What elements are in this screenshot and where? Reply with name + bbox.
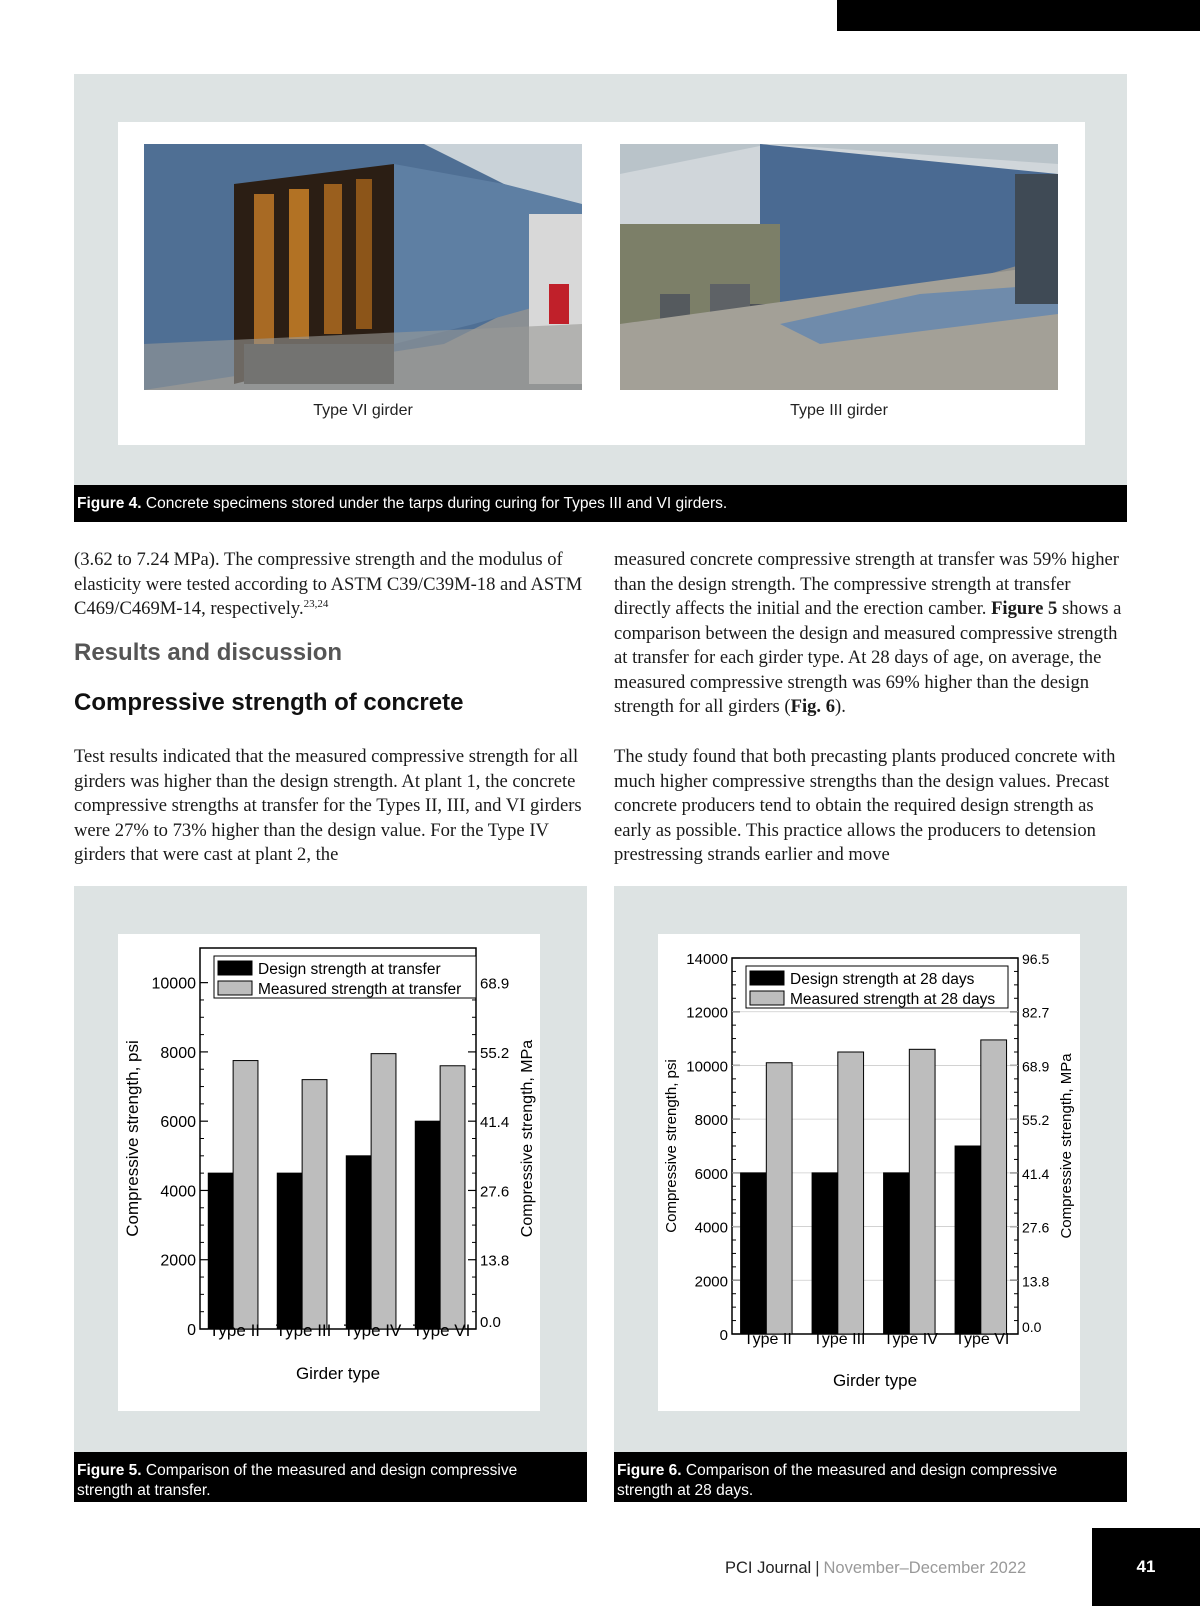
y2-tick-label: 55.2 [480, 1044, 510, 1062]
right-para1-c: ). [835, 696, 846, 717]
y-tick-label: 4000 [160, 1183, 196, 1201]
figure-4-inner [118, 122, 1085, 445]
figure-5-chart-area [118, 934, 540, 1411]
y-tick-label: 4000 [694, 1219, 728, 1237]
right-para1-a: measured concrete compressive strength at transfer was 59% higher than the design strength. The compressive strength at transfer directly affects the initial and the erection camber. [614, 549, 1119, 619]
x-category-label: Type IV [343, 1321, 402, 1340]
photo-type-vi-girder [144, 144, 582, 390]
y-tick-label: 0 [187, 1322, 196, 1339]
figure-6-chart [658, 934, 1080, 1411]
y-tick-label: 10000 [151, 975, 196, 993]
journal-name: PCI Journal [725, 1559, 812, 1577]
y-tick-label: 8000 [160, 1044, 196, 1062]
page-footer [725, 1559, 1026, 1578]
figure-6-caption-text: Comparison of the measured and design compressive strength at 28 days. [617, 1462, 1058, 1499]
page-number: 41 [1092, 1528, 1200, 1606]
x-axis-label: Girder type [295, 1364, 381, 1383]
figure-4-caption-text: Concrete specimens stored under the tarps during curing for Types III and VI girders. [141, 495, 728, 512]
bar-type-iv-design [346, 1156, 371, 1329]
bar-type-vi-measured [440, 1066, 465, 1329]
bar-type-iv-design [884, 1173, 910, 1334]
x-category-label: Type II [743, 1331, 792, 1348]
figure-6-ref: Fig. 6 [790, 696, 836, 717]
figure-5-chart [118, 934, 540, 1411]
figure-5-caption [74, 1452, 587, 1502]
figure-4-label: Figure 4. [77, 495, 142, 512]
x-category-label: Type VI [412, 1321, 471, 1340]
y2-tick-label: 41.4 [480, 1114, 510, 1132]
bar-type-ii-design [741, 1173, 767, 1334]
legend-swatch [750, 971, 784, 985]
legend-label: Design strength at transfer [258, 961, 441, 978]
left-para1-text: (3.62 to 7.24 MPa). The compressive strength and the modulus of elasticity were tested according to ASTM C39/C39M-18 and ASTM C469/C469M-14, respectively. [74, 549, 583, 619]
figure-4-panel [74, 74, 1127, 485]
y2-tick-label: 27.6 [1022, 1219, 1050, 1236]
bar-type-iii-design [812, 1173, 838, 1334]
y-tick-label: 8000 [694, 1112, 728, 1130]
y-tick-label: 2000 [160, 1252, 196, 1270]
x-category-label: Type III [275, 1321, 332, 1340]
right-para2-text: The study found that both precasting plants produced concrete with much higher compressive strengths than the design values. Precast concrete producers tend to obtain the required design strength as early as possible. This practice allows the producers to detension prestressing strands earlier and move [614, 746, 1116, 865]
y-tick-label: 12000 [686, 1004, 728, 1022]
top-black-bar [837, 0, 1200, 31]
y-axis-label: Compressive strength, psi [663, 1059, 680, 1233]
bar-type-iii-measured [838, 1052, 864, 1334]
bar-type-ii-measured [233, 1061, 258, 1329]
bar-type-iii-design [277, 1173, 302, 1329]
legend-label: Design strength at 28 days [790, 971, 975, 988]
figure-5-caption-text: Comparison of the measured and design compressive strength at transfer. [77, 1462, 518, 1499]
x-axis-label: Girder type [832, 1371, 918, 1390]
heading-results-discussion: Results and discussion [74, 639, 343, 666]
figure-5-ref: Figure 5 [991, 598, 1058, 619]
figure-6-panel [614, 886, 1127, 1452]
y2-tick-label: 13.8 [480, 1252, 510, 1270]
legend-swatch [750, 991, 784, 1005]
caption-type-iii-girder: Type III girder [790, 402, 888, 419]
bar-type-iii-measured [302, 1080, 327, 1329]
x-category-label: Type IV [883, 1331, 938, 1348]
legend-swatch [218, 961, 252, 975]
legend-label: Measured strength at 28 days [790, 991, 996, 1008]
y-tick-label: 6000 [160, 1114, 196, 1132]
footer-separator: | [815, 1559, 820, 1577]
figure-6-chart-area [658, 934, 1080, 1411]
right-para1-b: shows a comparison between the design and measured compressive strength at transfer for each girder type. At 28 days of age, on average, the measured compressive strength was 69% higher than the design strength for all girders ( [614, 598, 1122, 717]
bar-type-iv-measured [909, 1049, 935, 1334]
issue-date: November–December 2022 [823, 1559, 1027, 1577]
figure-5-panel [74, 886, 587, 1452]
y2-tick-label: 96.5 [1022, 951, 1050, 967]
legend-label: Measured strength at transfer [258, 981, 462, 998]
bar-type-vi-design [415, 1121, 440, 1329]
y2-tick-label: 68.9 [1022, 1058, 1050, 1075]
figure-5-label: Figure 5. [77, 1462, 142, 1479]
y2-tick-label: 82.7 [1022, 1004, 1050, 1021]
y-tick-label: 2000 [694, 1273, 728, 1291]
y2-tick-label: 41.4 [1022, 1165, 1050, 1182]
figure-6-label: Figure 6. [617, 1462, 682, 1479]
x-category-label: Type VI [955, 1331, 1010, 1348]
left-para1-refs: 23,24 [303, 597, 329, 610]
x-category-label: Type III [813, 1331, 866, 1348]
left-column-para1 [74, 548, 587, 622]
bar-type-vi-measured [981, 1040, 1007, 1334]
heading-compressive-strength: Compressive strength of concrete [74, 689, 464, 716]
right-column-para2 [614, 745, 1130, 868]
x-category-label: Type II [208, 1321, 261, 1340]
y2-axis-label: Compressive strength, MPa [519, 1039, 536, 1238]
y-tick-label: 14000 [686, 951, 728, 968]
y2-axis-label: Compressive strength, MPa [1058, 1053, 1075, 1239]
bar-type-iv-measured [371, 1054, 396, 1329]
bar-type-vi-design [955, 1146, 981, 1334]
figure-4-caption [74, 485, 1127, 522]
y2-tick-label: 0.0 [480, 1314, 501, 1331]
left-para2-text: Test results indicated that the measured compressive strength for all girders was higher than the design strength. At plant 1, the concrete compressive strengths at transfer for the Types II, III, and VI girders were 27% to 73% higher than the design value. For the Type IV girders that were cast at plant 2, the [74, 746, 582, 865]
bar-type-ii-measured [766, 1063, 792, 1334]
y-tick-label: 6000 [694, 1165, 728, 1183]
y-tick-label: 0 [719, 1327, 728, 1344]
y2-tick-label: 27.6 [480, 1183, 510, 1201]
y2-tick-label: 55.2 [1022, 1112, 1050, 1129]
y-axis-label: Compressive strength, psi [123, 1040, 142, 1237]
y2-tick-label: 13.8 [1022, 1273, 1050, 1290]
bar-type-ii-design [208, 1173, 233, 1329]
y2-tick-label: 68.9 [480, 975, 510, 993]
figure-6-caption [614, 1452, 1127, 1502]
right-column-para1 [614, 548, 1130, 720]
legend-swatch [218, 981, 252, 995]
caption-type-vi-girder: Type VI girder [313, 402, 413, 419]
y2-tick-label: 0.0 [1022, 1319, 1042, 1335]
y-tick-label: 10000 [686, 1058, 728, 1076]
left-column-para2 [74, 745, 587, 868]
photo-type-iii-girder [620, 144, 1058, 390]
